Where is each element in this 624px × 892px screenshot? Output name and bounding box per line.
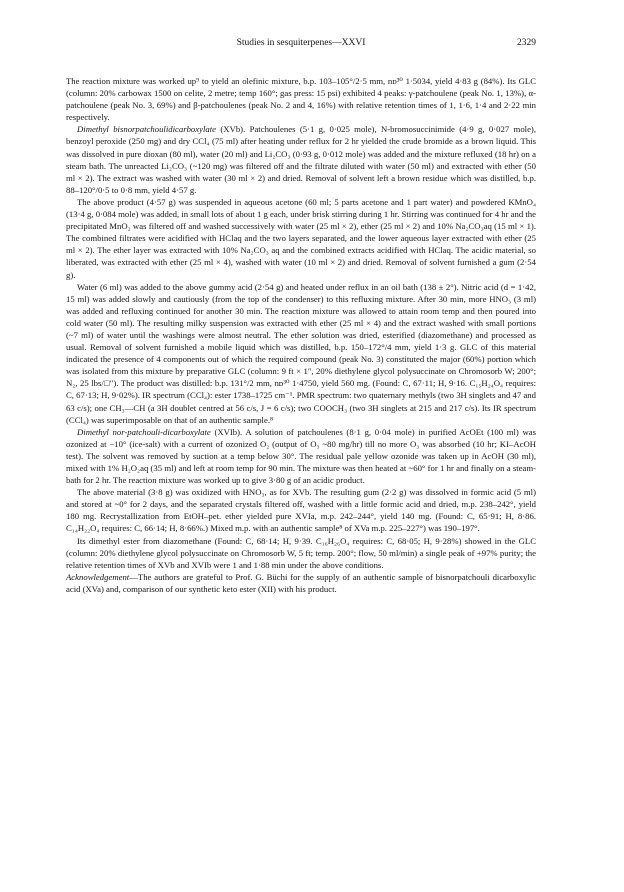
paragraph-bisnorpatchoulidicarboxylate: [66, 123, 536, 196]
paragraph-acknowledgement: [66, 571, 536, 595]
paragraph-text: The above material (3·8 g) was oxidized with HNO₃, as for XVb. The resulting gum (2·2 g) was dissolved in formic acid (5 ml) and stored at ~0° for 2 days, and the separated crystals filtered off, washed with a little formic acid and dried, m.p. 238–242°, yield 180 mg. Recrystallization from EtOH–pet. ether yielded pure XVIa, m.p. 242–244°, yield 140 mg. (Found: C, 65·91; H, 8·86. C₁₄H₂₂O₄ requires: C, 66·14; H, 8·66%.) Mixed m.p. with an authentic sample⁸ of XVa m.p. 225–227°) was 190–197°.: [66, 487, 536, 534]
paragraph-dimethyl-ester: [66, 535, 536, 571]
paragraph-nor-patchouli-dicarboxylate: [66, 426, 536, 486]
paragraph-text: Its dimethyl ester from diazomethane (Found: C, 68·14; H, 9·39. C₁₆H₂₆O₄ requires: C, 68·05; H, 9·28%) showed in the GLC (column: 20% diethylene glycol polysuccinate on Chromosorb W, 5 ft; temp. 200°; flow, 50 ml/min) a single peak of +97% purity; the relative retention times of XVb and XVIb were 1 and 1·88 min under the above conditions.: [66, 535, 536, 570]
article-body: [66, 75, 536, 595]
running-title: Studies in sesquiterpenes—XXVI: [236, 38, 366, 48]
paragraph-recrystallization: [66, 486, 536, 534]
page-number: 2329: [517, 38, 536, 48]
section-heading: Dimethyl nor-patchouli-dicarboxylate: [77, 426, 211, 437]
running-head: [66, 38, 536, 54]
paragraph-text: The above product (4·57 g) was suspended in aqueous acetone (60 ml; 5 parts acetone and 1 part water) and powdered KMnO₄ (13·4 g, 0·084 mole) was added, in small lots of about 1 g each, under brisk stirring during 1 hr. Stirring was continued for 4 hr and the precipitated MnO₂ was filtered off and washed successively with water (25 ml × 2), ether (25 ml × 2) and 10% Na₂CO₃aq (15 ml × 1). The combined filtrates were acidified with HClaq and the two layers separated, and the lower aqueous layer extracted with ether (25 ml × 2). The ether layer was extracted with 10% Na₂CO₃ aq and the combined extracts acidified with HClaq. The acidic material, so liberated, was extracted with ether (25 ml × 4), washed with water (10 ml × 2) and dried. Removal of solvent furnished a gum (2·54 g).: [66, 196, 536, 280]
paragraph-olefinic-mixture: [66, 75, 536, 123]
section-heading: Dimethyl bisnorpatchoulidicarboxylate: [77, 124, 217, 135]
paragraph-permanganate-oxidation: [66, 196, 536, 281]
paragraph-text: Water (6 ml) was added to the above gummy acid (2·54 g) and heated under reflux in an oil bath (138 ± 2°). Nitric acid (d = 1·42, 15 ml) was added slowly and cautiously (from the top of the condenser) to this refluxing mixture. After 30 min, more HNO₃ (3 ml) was added and refluxing continued for another 30 min. The reaction mixture was allowed to attain room temp and then poured into cold water (50 ml). The resulting milky suspension was extracted with ether (25 ml × 4) and the extract washed with small portions (~7 ml) of water until the washings were almost neutral. The ether solution was dried, esterified (diazomethane) and processed as usual. Removal of solvent furnished a mobile liquid which was distilled, b.p. 150–172°/4 mm, yield 1·3 g. GLC of this material indicated the presence of 4 components out of which the required compound (peak No. 3) constituted the major (60%) portion which was isolated from this mixture by preparative GLC (column: 9 ft × 1″, 20% diethylene glycol polysuccinate on Chromosorb W; 200°; N₂, 25 lbs/□″). The product was distilled: b.p. 131°/2 mm, nᴅ³⁰ 1·4750, yield 560 mg. (Found: C, 67·11; H, 9·16. C₁₅H₂₄O₄ requires: C, 67·13; H, 9·02%). IR spectrum (CCl₄): ester 1738–1725 cm⁻¹. PMR spectrum: two quaternary methyls (two 3H singlets and 47 and 63 c/s); one CH₃—CH (a 3H doublet centred at 56 c/s, J = 6 c/s); two COOCH₃ (two 3H singlets at 215 and 217 c/s). Its IR spectrum (CCl₄) was superimposable on that of an authentic sample.⁸: [66, 281, 536, 425]
journal-page: [66, 38, 536, 595]
paragraph-text: (XVIb). A solution of patchoulenes (8·1 g, 0·04 mole) in purified AcOEt (100 ml) was ozonized at −10° (ice-salt) with a current of ozonized O₂ (output of O₃ ~80 mg/hr) till no more O₃ was absorbed (10 hr; KI–AcOH test). The solvent was removed by suction at a temp below 30°. The residual pale yellow ozonide was taken up in AcOH (30 ml), mixed with 1% H₂O₂aq (35 ml) and left at room temp for 90 min. The mixture was then heated at ~60° for 1 hr and finally on a steam-bath for 2 hr. The reaction mixture was worked up to give 3·80 g of an acidic product.: [66, 426, 537, 486]
paragraph-text: The reaction mixture was worked up⁹ to yield an olefinic mixture, b.p. 103–105°/2·5 mm, nᴅ³⁰ 1·5034, yield 4·83 g (84%). Its GLC (column: 20% carbowax 1500 on celite, 2 metre; temp 160°; gas press: 15 psi) exhibited 4 peaks: γ-patchoulene (peak No. 1, 13%), α-patchoulene (peak No. 3, 69%) and β-patchoulenes (peak No. 2 and 4, 16%) with relative retention times of 1, 1·6, 1·4 and 2·22 min respectively.: [66, 76, 536, 123]
paragraph-text: (XVb). Patchoulenes (5·1 g, 0·025 mole), N-bromosuccinimide (4·9 g, 0·027 mole), benzoyl peroxide (250 mg) and dry CCl₄ (75 ml) after heating under reflux for 2 hr yielded the crude bromide as a brown liquid. This was dissolved in pure dioxan (80 ml), water (20 ml) and Li₂CO₃ (0·93 g, 0·012 mole) was added and the mixture refluxed (18 hr) on a steam bath. The unreacted Li₂CO₃ (~120 mg) was filtered off and the filtrate diluted with water (50 ml) and extracted with ether (50 ml × 2). The extract was washed with water (30 ml × 2) and dried. Removal of solvent left a brown residue which was distilled, b.p. 88–120°/0·5 to 0·8 mm, yield 4·57 g.: [66, 124, 536, 195]
acknowledgement-heading: Acknowledgement: [66, 571, 130, 582]
paragraph-nitric-acid-oxidation: [66, 281, 536, 426]
paragraph-text: —The authors are grateful to Prof. G. Büchi for the supply of an authentic sample of bisnorpatchouli dicarboxylic acid (XVa) and, comparison of our synthetic keto ester (XII) with his product.: [66, 571, 536, 594]
